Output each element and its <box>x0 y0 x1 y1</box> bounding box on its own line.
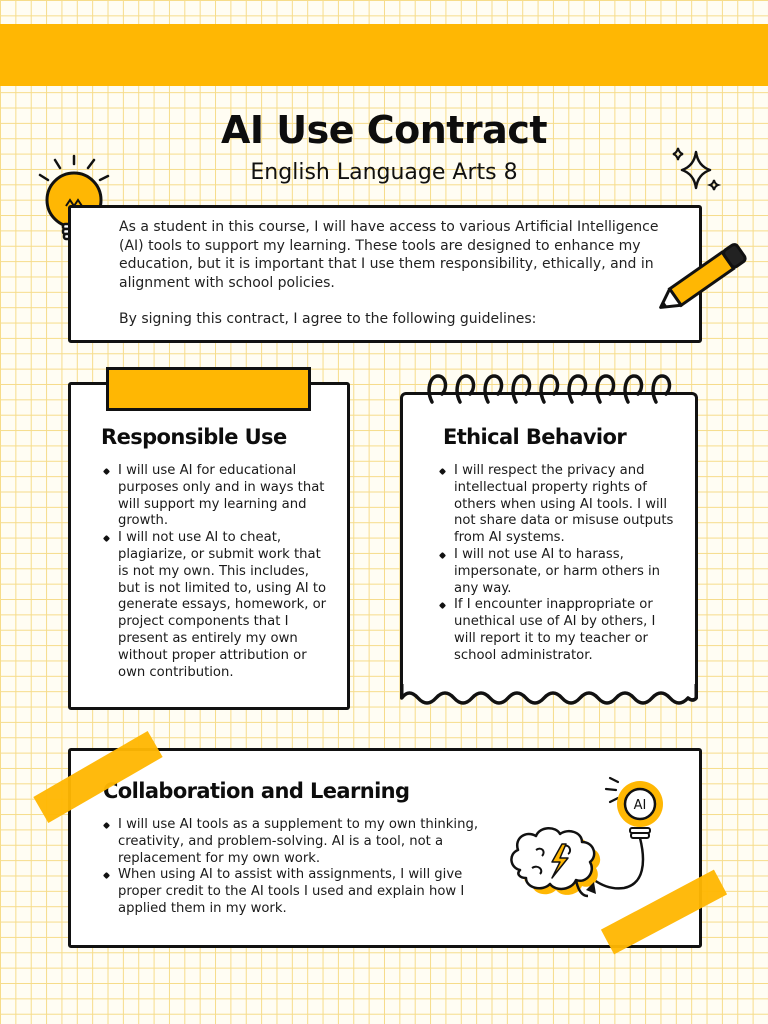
ethical-behavior-list <box>437 463 681 665</box>
intro-box <box>68 205 702 343</box>
spiral-binding <box>424 368 674 408</box>
list-item: I will use AI tools as a supplement to my own thinking, creativity, and problem-solving. AI is a tool, not a replacement for my own work. <box>101 817 496 867</box>
bulb-label: AI <box>633 798 647 813</box>
list-item: I will not use AI to cheat, plagiarize, or submit work that is not my own. This includes, but is not limited to, using AI to generate essays, homework, or project components that I present as entirely my own without proper attribution or own contribution. <box>101 530 333 681</box>
page-title: AI Use Contract <box>220 108 548 152</box>
collaboration-list <box>101 817 496 918</box>
intro-paragraph: As a student in this course, I will have access to various Artificial Intelligence (AI) tools to support my learning. These tools are designed to enhance my education, but it is important that I use them responsibility, ethically, and in alignment with school policies. <box>119 219 659 291</box>
responsible-use-list <box>101 463 333 681</box>
list-item: I will use AI for educational purposes only and in ways that will support my learning and growth. <box>101 463 333 530</box>
page-subtitle: English Language Arts 8 <box>250 160 518 185</box>
list-item: When using AI to assist with assignments, I will give proper credit to the AI tools I used and explain how I applied them in my work. <box>101 867 496 917</box>
list-item: I will respect the privacy and intellectual property rights of others when using AI tools. I will not share data or misuse outputs from AI systems. <box>437 463 681 547</box>
list-item: I will not use AI to harass, impersonate, or harm others in any way. <box>437 547 681 597</box>
intro-agreement: By signing this contract, I agree to the following guidelines: <box>119 311 537 327</box>
responsible-use-title: Responsible Use <box>101 425 287 449</box>
tape-header <box>106 367 311 411</box>
wavy-edge <box>400 684 698 716</box>
pencil-icon <box>648 234 758 324</box>
sparkle-icon <box>668 144 724 196</box>
ethical-behavior-card <box>400 392 698 692</box>
responsible-use-card <box>68 382 350 710</box>
collaboration-title: Collaboration and Learning <box>103 779 410 803</box>
top-banner <box>0 24 768 86</box>
ethical-behavior-title: Ethical Behavior <box>443 425 627 449</box>
list-item: If I encounter inappropriate or unethical use of AI by others, I will report it to my teacher or school administrator. <box>437 597 681 664</box>
